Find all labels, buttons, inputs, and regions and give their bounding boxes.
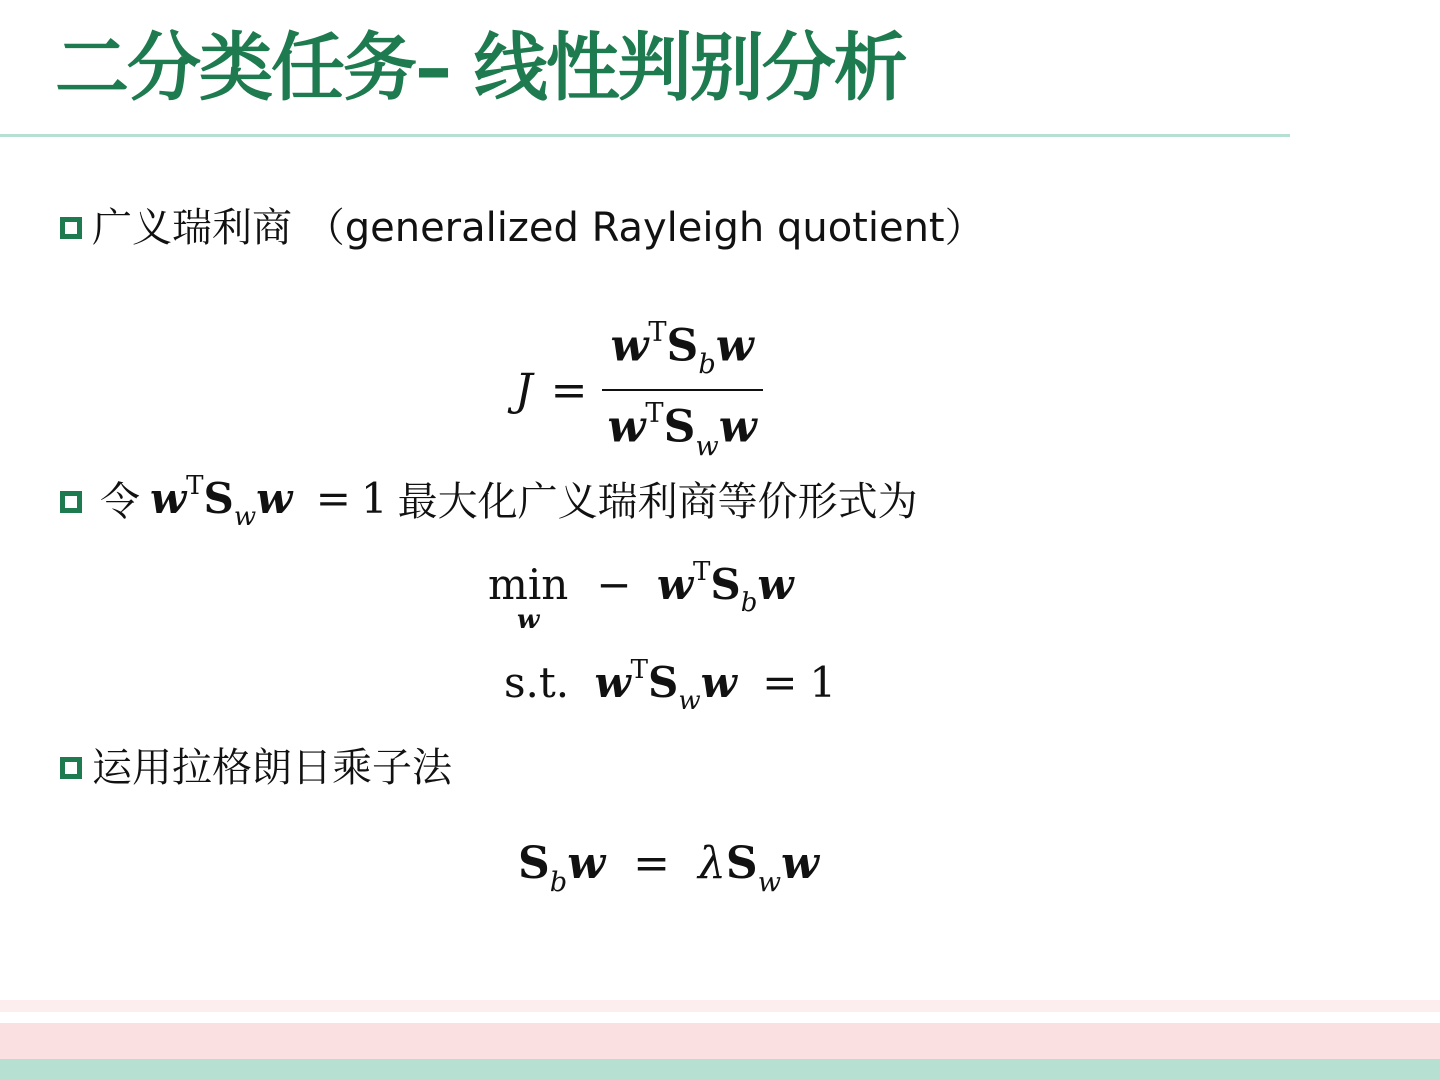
title-divider <box>0 134 1290 137</box>
bullet-2-prefix: 令 <box>100 478 140 525</box>
square-bullet-icon <box>60 491 82 513</box>
bullet-3 <box>60 744 452 792</box>
footer-stripe-light <box>0 1000 1440 1012</box>
bullet-1-text: 广义瑞利商 （generalized Rayleigh quotient） <box>92 205 985 251</box>
square-bullet-icon <box>60 217 82 239</box>
optimization-formula <box>488 557 837 716</box>
bullet-1 <box>60 204 985 252</box>
formula-J: J <box>515 364 533 416</box>
footer-stripe-pink <box>0 1023 1440 1059</box>
bullet-2-suffix: 最大化广义瑞利商等价形式为 <box>397 478 918 525</box>
bullet-3-text: 运用拉格朗日乘子法 <box>92 745 452 791</box>
lagrange-result-formula: $S_bw = \lambda S_ww$ <box>518 838 819 898</box>
fraction-numerator: $w^TS_bw$ <box>610 316 754 381</box>
rayleigh-quotient-formula <box>515 310 763 471</box>
fraction-denominator: $w^TS_ww$ <box>607 398 757 462</box>
square-bullet-icon <box>60 757 82 779</box>
min-operator: min w <box>488 560 569 635</box>
constraint-inline-formula: $w^TS_ww = 1$ <box>150 471 388 532</box>
objective-expression: − $w^TS_bw$ <box>596 557 794 618</box>
formula-fraction <box>602 310 763 471</box>
footer-stripe-mint <box>0 1059 1440 1080</box>
formula-equals: = <box>550 364 588 416</box>
constraint-expression: s.t. $w^TS_ww = 1$ <box>504 655 837 716</box>
bullet-2 <box>60 471 918 532</box>
slide-title: 二分类任务– 线性判别分析 <box>55 25 906 111</box>
